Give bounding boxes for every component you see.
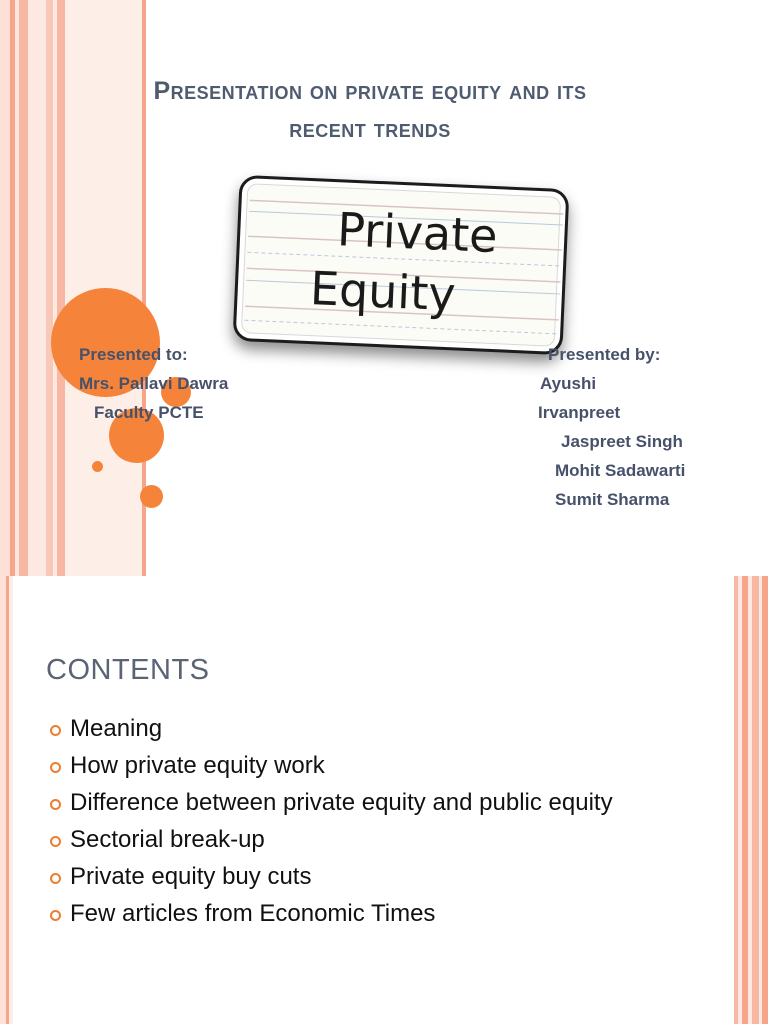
- title-line-2: recent trends: [289, 115, 451, 143]
- slide-title: [40, 72, 700, 148]
- contents-heading: CONTENTS: [46, 654, 210, 686]
- decorative-stripe: [19, 0, 28, 576]
- list-item-text: How private equity work: [70, 752, 325, 779]
- presenter-name: Mohit Sadawarti: [555, 461, 686, 480]
- decorative-stripe: [762, 576, 768, 1024]
- list-item-text: Few articles from Economic Times: [70, 900, 436, 927]
- list-item: [48, 788, 613, 825]
- presented-to-name: Mrs. Pallavi Dawra: [79, 374, 229, 393]
- contents-list: [48, 714, 613, 936]
- decorative-stripe: [9, 576, 13, 1024]
- presenter-name: Ayushi: [540, 374, 597, 393]
- presented-by-label: Presented by:: [548, 345, 661, 364]
- list-item-text: Meaning: [70, 715, 163, 742]
- title-line-1: Presentation on private equity and its: [153, 77, 587, 105]
- contents-slide: [0, 576, 768, 1024]
- bullet-circle-icon: [50, 762, 61, 773]
- decorative-circle-dot: [92, 461, 103, 472]
- bullet-circle-icon: [50, 836, 61, 847]
- bullet-circle-icon: [50, 910, 61, 921]
- list-item: [48, 862, 613, 899]
- bullet-circle-icon: [50, 725, 61, 736]
- card-text-private: Private: [336, 202, 499, 264]
- list-item-text: Sectorial break-up: [70, 826, 265, 853]
- card-text-equity: Equity: [308, 261, 457, 322]
- bullet-circle-icon: [50, 799, 61, 810]
- list-item: [48, 899, 613, 936]
- presenter-name: Irvanpreet: [538, 403, 621, 422]
- list-item: [48, 714, 613, 751]
- card-surface: [233, 175, 570, 355]
- bullet-circle-icon: [50, 873, 61, 884]
- list-item: [48, 825, 613, 862]
- presented-to-label: Presented to:: [79, 345, 188, 364]
- list-item-text: Difference between private equity and public equity: [70, 789, 613, 816]
- presenter-name: Sumit Sharma: [555, 490, 670, 509]
- list-item: [48, 751, 613, 788]
- decorative-stripe: [752, 576, 759, 1024]
- decorative-circle-small: [140, 485, 163, 508]
- decorative-stripe: [0, 0, 10, 576]
- list-item-text: Private equity buy cuts: [70, 863, 312, 890]
- presented-to-role: Faculty PCTE: [94, 403, 204, 422]
- private-equity-card-image: [233, 175, 570, 355]
- presenter-name: Jaspreet Singh: [561, 432, 683, 451]
